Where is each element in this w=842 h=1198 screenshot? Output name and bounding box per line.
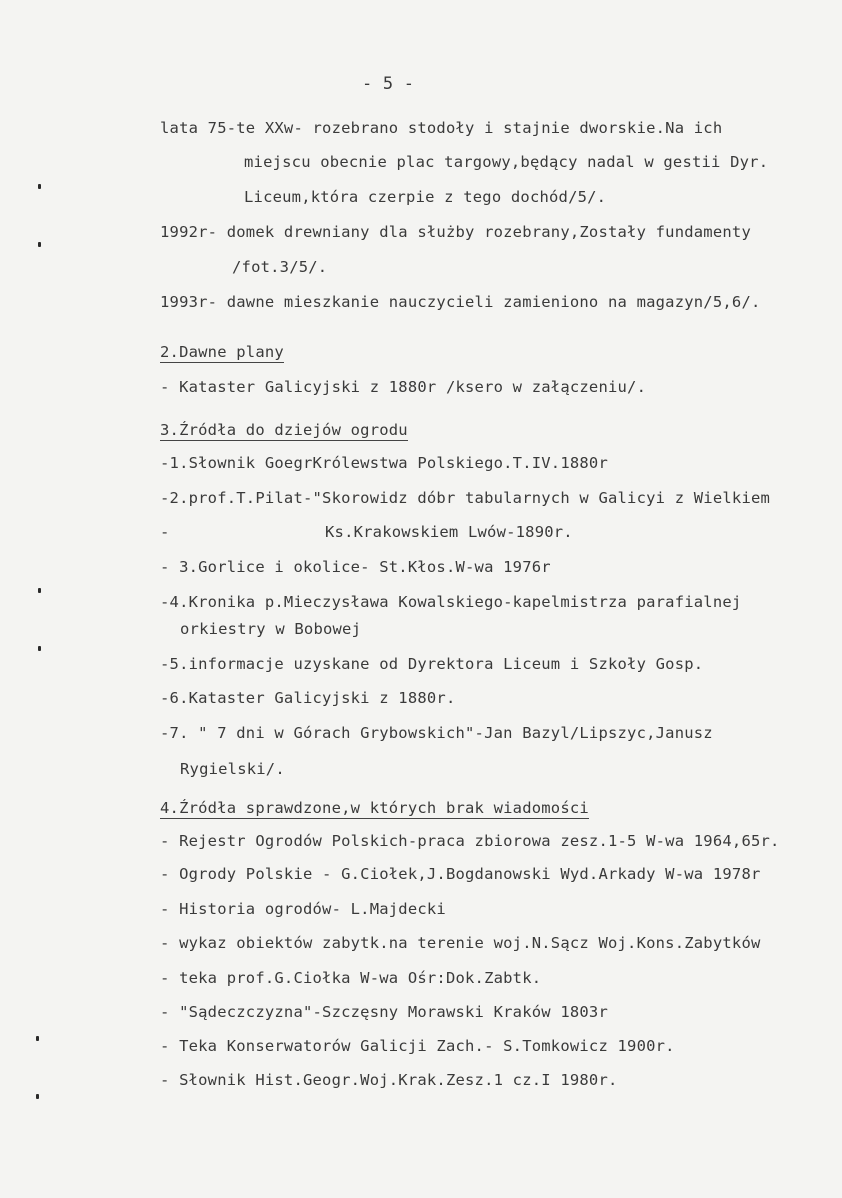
page-number: - 5 - bbox=[362, 74, 415, 94]
list-item: - Historia ogrodów- L.Majdecki bbox=[160, 900, 446, 918]
list-item: - "Sądeczczyzna"-Szczęsny Morawski Kraków 1803r bbox=[160, 1003, 608, 1021]
punch-mark bbox=[38, 184, 41, 189]
list-item: - Ogrody Polskie - G.Ciołek,J.Bogdanowski Wyd.Arkady W-wa 1978r bbox=[160, 865, 761, 883]
list-item: - teka prof.G.Ciołka W-wa Ośr:Dok.Zabtk. bbox=[160, 969, 542, 987]
punch-mark bbox=[38, 242, 41, 247]
punch-mark bbox=[38, 646, 41, 651]
list-item: orkiestry w Bobowej bbox=[180, 620, 362, 638]
body-line: Liceum,która czerpie z tego dochód/5/. bbox=[244, 188, 607, 206]
list-item: - Teka Konserwatorów Galicji Zach.- S.Tomkowicz 1900r. bbox=[160, 1037, 675, 1055]
list-item: -6.Kataster Galicyjski z 1880r. bbox=[160, 689, 456, 707]
list-item: -1.Słownik GoegrKrólewstwa Polskiego.T.IV.1880r bbox=[160, 454, 608, 472]
list-item: - wykaz obiektów zabytk.na terenie woj.N.Sącz Woj.Kons.Zabytków bbox=[160, 934, 761, 952]
section-heading: 2.Dawne plany bbox=[160, 343, 284, 361]
list-item: - Rejestr Ogrodów Polskich-praca zbiorowa zesz.1-5 W-wa 1964,65r. bbox=[160, 832, 780, 850]
list-item: - Słownik Hist.Geogr.Woj.Krak.Zesz.1 cz.I 1980r. bbox=[160, 1071, 618, 1089]
section-heading: 3.Źródła do dziejów ogrodu bbox=[160, 421, 408, 439]
list-item: - Kataster Galicyjski z 1880r /ksero w załączeniu/. bbox=[160, 378, 647, 396]
list-item: -5.informacje uzyskane od Dyrektora Liceum i Szkoły Gosp. bbox=[160, 655, 704, 673]
body-line: /fot.3/5/. bbox=[232, 258, 328, 276]
punch-mark bbox=[38, 588, 41, 593]
body-line: lata 75-te XXw- rozebrano stodoły i stajnie dworskie.Na ich bbox=[160, 119, 723, 137]
body-line: 1992r- domek drewniany dla służby rozebrany,Zostały fundamenty bbox=[160, 223, 751, 241]
list-item: -4.Kronika p.Mieczysława Kowalskiego-kapelmistrza parafialnej bbox=[160, 593, 742, 611]
list-item: -2.prof.T.Pilat-"Skorowidz dóbr tabularnych w Galicyi z Wielkiem bbox=[160, 489, 771, 507]
list-item: - bbox=[160, 523, 170, 541]
list-item: Ks.Krakowskiem Lwów-1890r. bbox=[325, 523, 573, 541]
punch-mark bbox=[36, 1094, 39, 1099]
list-item: -7. " 7 dni w Górach Grybowskich"-Jan Bazyl/Lipszyc,Janusz bbox=[160, 724, 713, 742]
list-item: - 3.Gorlice i okolice- St.Kłos.W-wa 1976r bbox=[160, 558, 551, 576]
punch-mark bbox=[36, 1036, 39, 1041]
body-line: miejscu obecnie plac targowy,będący nadal w gestii Dyr. bbox=[244, 153, 769, 171]
section-heading: 4.Źródła sprawdzone,w których brak wiadomości bbox=[160, 799, 589, 817]
list-item: Rygielski/. bbox=[180, 760, 285, 778]
body-line: 1993r- dawne mieszkanie nauczycieli zamieniono na magazyn/5,6/. bbox=[160, 293, 761, 311]
